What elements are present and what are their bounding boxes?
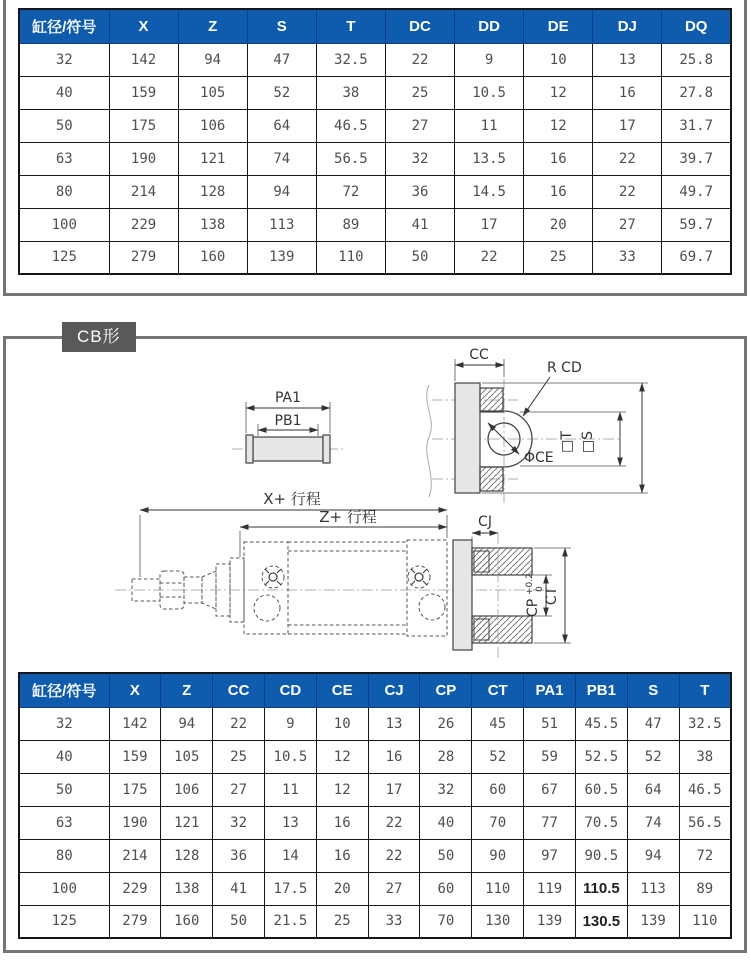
table-cell: 32.5 [316,43,385,76]
table-cell: 139 [524,905,576,938]
table-cell: 72 [316,175,385,208]
table-cell: 10 [524,43,593,76]
dim-label-cp [525,573,545,617]
table-cell: 70.5 [575,806,627,839]
table-cell: 16 [593,76,662,109]
table-cell: 32 [420,773,472,806]
table-cell: 22 [455,241,524,274]
table-cell: 41 [385,208,454,241]
table-row [19,839,731,872]
table-cell: 106 [161,773,213,806]
table-cell: 139 [247,241,316,274]
table-cell: 113 [247,208,316,241]
table-cell: 50 [19,773,109,806]
column-header: DJ [593,9,662,43]
table-cell: 139 [627,905,679,938]
table-cell: 130.5 [575,905,627,938]
table-cell: 113 [627,872,679,905]
table-cell: 128 [178,175,247,208]
table-cell: 214 [109,839,161,872]
column-header: DD [455,9,524,43]
table-cell: 125 [19,241,109,274]
table-cell: 16 [368,740,420,773]
dim-label-t-square: □T [559,431,575,453]
table-cell: 128 [161,839,213,872]
table-cell: 16 [524,142,593,175]
dim-label-ct: CT [544,586,560,606]
dimension-table-basic [18,8,732,275]
dim-label-z-stroke: Z+ 行程 [319,508,377,526]
svg-text:+0.2: +0.2 [525,573,535,595]
table-cell: 22 [593,142,662,175]
table-cell: 49.7 [662,175,731,208]
table-cell: 17 [593,109,662,142]
svg-text:0: 0 [535,586,545,592]
column-header: T [679,673,731,707]
table-cell: 27.8 [662,76,731,109]
table-cell: 12 [316,773,368,806]
table-cell: 60 [472,773,524,806]
table-cell: 74 [627,806,679,839]
column-header: Z [161,673,213,707]
table-cell: 94 [247,175,316,208]
table-row [19,707,731,740]
table-cell: 64 [247,109,316,142]
table-cell: 90 [472,839,524,872]
table-row [19,773,731,806]
dim-label-rcd: R CD [547,360,582,376]
column-header: DC [385,9,454,43]
table-cell: 94 [627,839,679,872]
table-cell: 11 [264,773,316,806]
table1-frame [3,0,747,296]
table-cell: 279 [109,905,161,938]
table-cell: 32 [19,43,109,76]
table-cell: 46.5 [679,773,731,806]
table-cell: 63 [19,142,109,175]
table-cell: 36 [213,839,265,872]
table-cell: 159 [109,76,178,109]
table-cell: 25.8 [662,43,731,76]
table-cell: 50 [420,839,472,872]
dim-label-s-square: □S [580,430,596,454]
table-cell: 17.5 [264,872,316,905]
table-cell: 160 [178,241,247,274]
table-cell: 20 [524,208,593,241]
table-cell: 32 [385,142,454,175]
column-header: CP [420,673,472,707]
table-cell: 138 [161,872,213,905]
rear-clevis-front-view [427,347,648,503]
table-cell: 25 [316,905,368,938]
dim-label-pb1: PB1 [274,413,302,429]
table-cell: 22 [213,707,265,740]
table-cell: 25 [213,740,265,773]
column-header: PA1 [524,673,576,707]
column-header: S [247,9,316,43]
table-cell: 33 [593,241,662,274]
table-row [19,241,731,274]
table-cell: 97 [524,839,576,872]
table-cell: 110.5 [575,872,627,905]
column-header: CJ [368,673,420,707]
table-cell: 125 [19,905,109,938]
table-cell: 142 [109,707,161,740]
table-row [19,175,731,208]
table-cell: 100 [19,872,109,905]
table-row [19,208,731,241]
table-cell: 13 [368,707,420,740]
table-cell: 121 [161,806,213,839]
table-cell: 50 [19,109,109,142]
table-cell: 59.7 [662,208,731,241]
table-cell: 16 [524,175,593,208]
dim-label-ce: ΦCE [524,450,554,466]
table-cell: 36 [385,175,454,208]
pivot-pin-drawing [232,390,344,463]
table-cell: 12 [524,76,593,109]
table-cell: 45.5 [575,707,627,740]
column-header: Z [178,9,247,43]
table-cell: 27 [385,109,454,142]
table-cell: 229 [109,872,161,905]
table-cell: 69.7 [662,241,731,274]
table-cell: 12 [524,109,593,142]
column-header: CE [316,673,368,707]
table-cell: 40 [19,740,109,773]
table-cell: 142 [109,43,178,76]
cylinder-side-view [115,490,571,660]
table-cell: 27 [593,208,662,241]
port-rosette [408,566,430,588]
dimension-table-cb [18,672,732,939]
table-cell: 32 [213,806,265,839]
table-cell: 32 [19,707,109,740]
table-cell: 67 [524,773,576,806]
table-cell: 17 [455,208,524,241]
table-cell: 105 [161,740,213,773]
table-cell: 22 [593,175,662,208]
column-header: T [316,9,385,43]
table-cell: 110 [316,241,385,274]
table-cell: 72 [679,839,731,872]
cb-type-diagram [20,345,730,665]
table-cell: 90.5 [575,839,627,872]
column-header: 缸径/符号 [19,673,109,707]
column-header: PB1 [575,673,627,707]
column-header: CC [213,673,265,707]
cushion-adjuster [254,595,280,621]
table-cell: 94 [178,43,247,76]
table-row [19,43,731,76]
table-row [19,76,731,109]
table-cell: 100 [19,208,109,241]
table-cell: 27 [213,773,265,806]
column-header: X [109,673,161,707]
column-header: DE [524,9,593,43]
table-cell: 138 [178,208,247,241]
table-cell: 20 [316,872,368,905]
table-cell: 32.5 [679,707,731,740]
table-cell: 10.5 [455,76,524,109]
table-cell: 110 [472,872,524,905]
table-cell: 11 [455,109,524,142]
table-cell: 10.5 [264,740,316,773]
table-cell: 119 [524,872,576,905]
table-cell: 22 [385,43,454,76]
table-cell: 22 [368,839,420,872]
table-cell: 38 [679,740,731,773]
port-rosette [262,566,284,588]
table-cell: 89 [679,872,731,905]
table-cell: 13.5 [455,142,524,175]
table-cell: 279 [109,241,178,274]
table-cell: 77 [524,806,576,839]
table-row [19,740,731,773]
table-cell: 25 [524,241,593,274]
table-cell: 229 [109,208,178,241]
table-cell: 40 [420,806,472,839]
table-cell: 214 [109,175,178,208]
table-cell: 56.5 [679,806,731,839]
table-cell: 106 [178,109,247,142]
svg-text:CP: CP [525,598,541,617]
table-row [19,905,731,938]
table-cell: 130 [472,905,524,938]
table-cell: 50 [385,241,454,274]
table-cell: 80 [19,839,109,872]
table-cell: 56.5 [316,142,385,175]
column-header: DQ [662,9,731,43]
table-cell: 40 [19,76,109,109]
dim-label-cj: CJ [478,514,492,530]
table-cell: 121 [178,142,247,175]
table-cell: 39.7 [662,142,731,175]
table-cell: 105 [178,76,247,109]
table-cell: 16 [316,806,368,839]
table-cell: 60.5 [575,773,627,806]
table-cell: 14.5 [455,175,524,208]
column-header: 缸径/符号 [19,9,109,43]
dim-label-cc: CC [469,347,489,363]
table-cell: 175 [109,773,161,806]
table-cell: 59 [524,740,576,773]
table-cell: 47 [247,43,316,76]
table-cell: 21.5 [264,905,316,938]
table-cell: 46.5 [316,109,385,142]
table-cell: 70 [420,905,472,938]
table-cell: 17 [368,773,420,806]
table-cell: 74 [247,142,316,175]
table-row [19,806,731,839]
table-cell: 22 [368,806,420,839]
cb-section-frame [3,327,747,953]
table-cell: 89 [316,208,385,241]
table-cell: 33 [368,905,420,938]
table-cell: 60 [420,872,472,905]
table-cell: 175 [109,109,178,142]
column-header: X [109,9,178,43]
column-header: CD [264,673,316,707]
dim-label-pa1: PA1 [274,390,302,406]
table-cell: 12 [316,740,368,773]
table-cell: 70 [472,806,524,839]
table-cell: 160 [161,905,213,938]
table-cell: 110 [679,905,731,938]
column-header: S [627,673,679,707]
table-cell: 31.7 [662,109,731,142]
table-cell: 9 [264,707,316,740]
table-cell: 51 [524,707,576,740]
table-cell: 94 [161,707,213,740]
table-cell: 50 [213,905,265,938]
table-cell: 80 [19,175,109,208]
table-row [19,872,731,905]
dim-label-x-stroke: X+ 行程 [263,490,321,508]
table-cell: 52.5 [575,740,627,773]
table-cell: 9 [455,43,524,76]
section-label: CB形 [62,322,136,352]
table-cell: 10 [316,707,368,740]
table-cell: 13 [593,43,662,76]
table-cell: 64 [627,773,679,806]
table-cell: 52 [627,740,679,773]
table-cell: 41 [213,872,265,905]
table-cell: 47 [627,707,679,740]
table-cell: 25 [385,76,454,109]
table-row [19,142,731,175]
table-cell: 190 [109,142,178,175]
table-cell: 26 [420,707,472,740]
table-cell: 63 [19,806,109,839]
column-header: CT [472,673,524,707]
table-cell: 159 [109,740,161,773]
table-cell: 13 [264,806,316,839]
table-cell: 16 [316,839,368,872]
table-cell: 45 [472,707,524,740]
table-cell: 14 [264,839,316,872]
table-cell: 190 [109,806,161,839]
table-cell: 52 [472,740,524,773]
table-row [19,109,731,142]
table-cell: 52 [247,76,316,109]
table-cell: 28 [420,740,472,773]
cushion-adjuster [419,594,445,620]
table-cell: 38 [316,76,385,109]
table-cell: 27 [368,872,420,905]
